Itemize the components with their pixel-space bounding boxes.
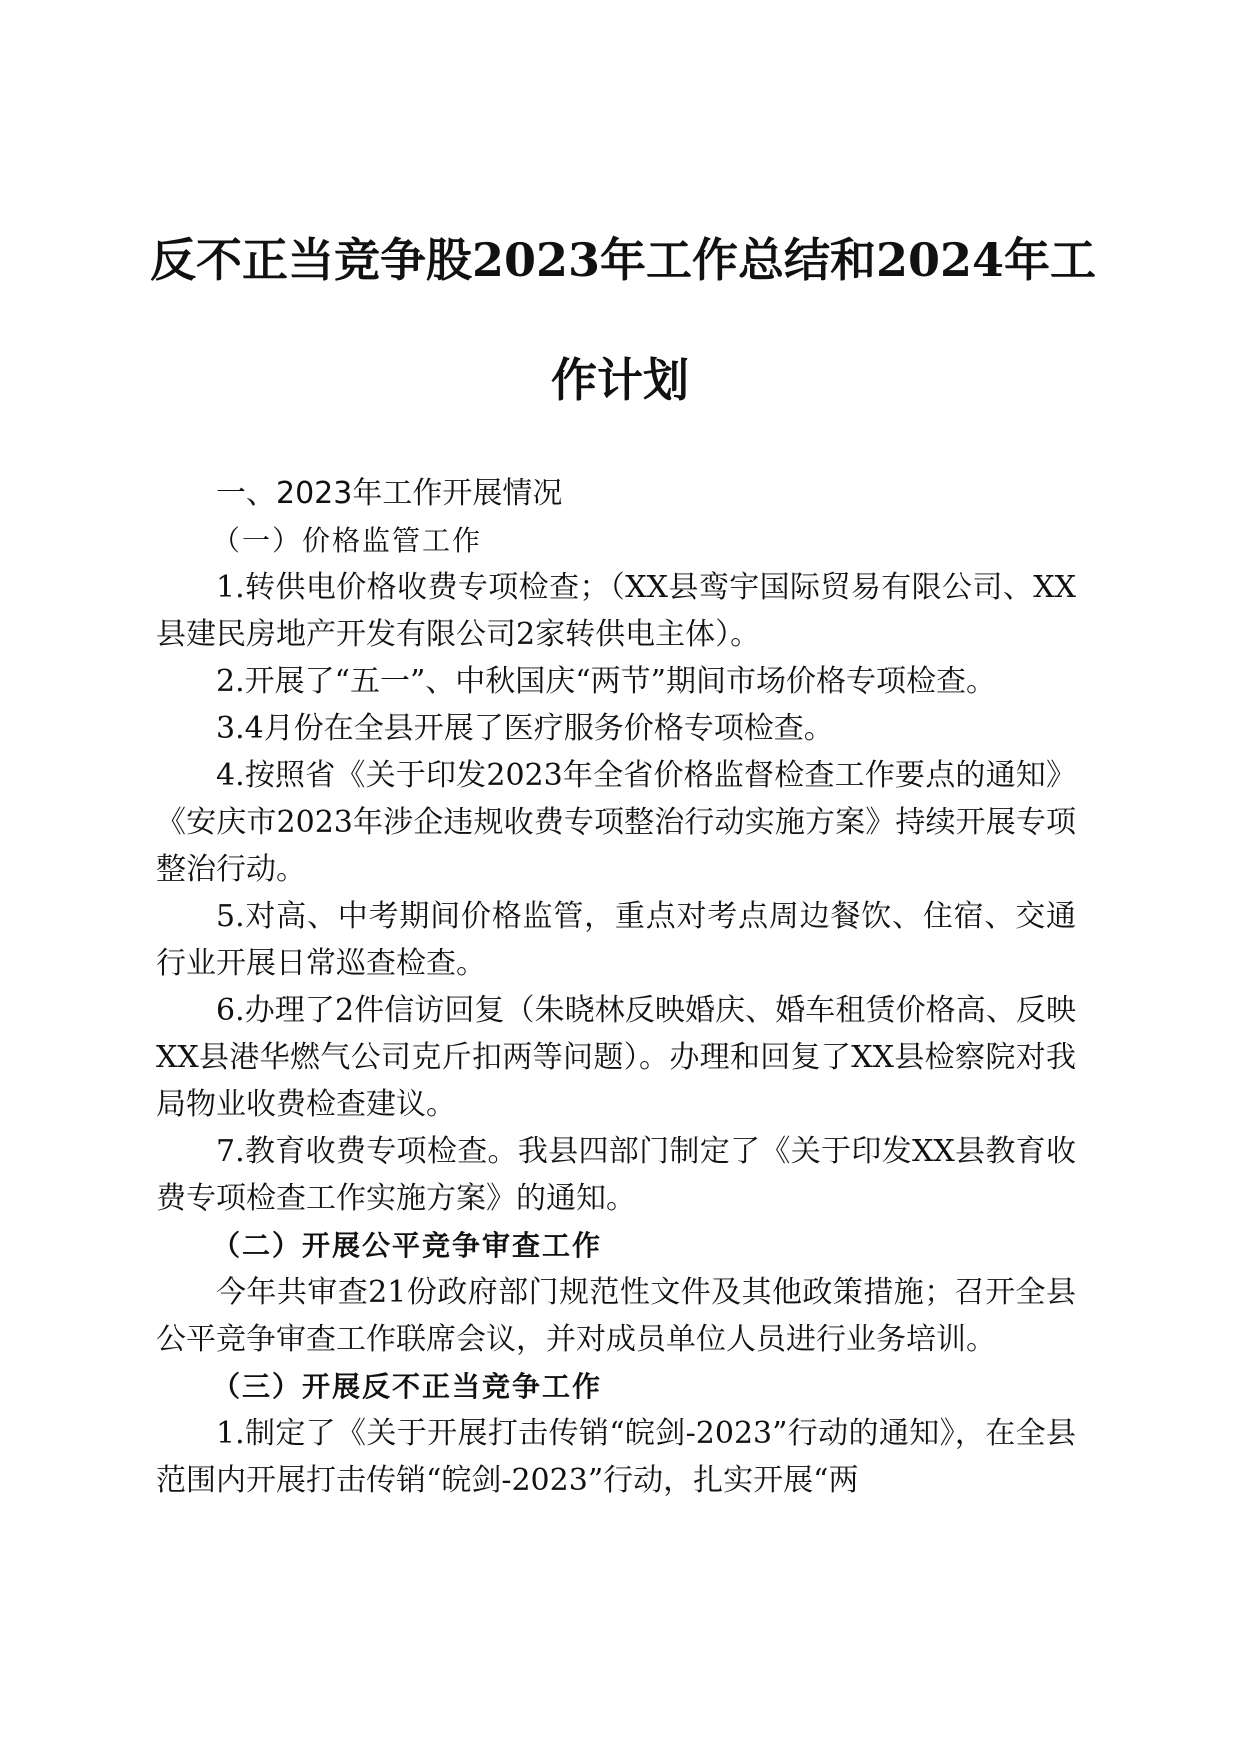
list-item: 3.4月份在全县开展了医疗服务价格专项检查。 [216, 711, 834, 746]
list-item: 1.转供电价格收费专项检查；（XX县鸾宇国际贸易有限公司、XX县建民房地产开发有限公司2家转供电主体）。 [156, 570, 1076, 652]
subsection-heading-price-supervision: （一）价格监管工作 [212, 524, 483, 557]
document-title-line-2: 作计划 [551, 353, 689, 407]
list-item: 2.开展了“五一”、中秋国庆“两节”期间市场价格专项检查。 [216, 664, 996, 699]
list-item: 7.教育收费专项检查。我县四部门制定了《关于印发XX县教育收费专项检查工作实施方案》的通知。 [156, 1134, 1076, 1216]
document-body [156, 470, 1076, 1504]
section-heading-2023-work: 一、2023年工作开展情况 [216, 476, 563, 511]
document-title-line-1: 反不正当竞争股2023年工作总结和2024年工 [150, 233, 1097, 287]
list-item: 5.对高、中考期间价格监管，重点对考点周边餐饮、住宿、交通行业开展日常巡查检查。 [156, 899, 1076, 981]
list-item: 4.按照省《关于印发2023年全省价格监督检查工作要点的通知》《安庆市2023年涉企违规收费专项整治行动实施方案》持续开展专项整治行动。 [156, 758, 1076, 887]
paragraph: 今年共审查21份政府部门规范性文件及其他政策措施；召开全县公平竞争审查工作联席会议，并对成员单位人员进行业务培训。 [156, 1275, 1076, 1357]
subsection-heading-fair-competition: （二）开展公平竞争审查工作 [212, 1229, 603, 1262]
subsection-heading-anti-unfair-competition: （三）开展反不正当竞争工作 [212, 1370, 603, 1403]
list-item: 6.办理了2件信访回复（朱晓林反映婚庆、婚车租赁价格高、反映XX县港华燃气公司克斤扣两等问题）。办理和回复了XX县检察院对我局物业收费检查建议。 [156, 993, 1076, 1122]
paragraph: 1.制定了《关于开展打击传销“皖剑-2023”行动的通知》，在全县范围内开展打击传销“皖剑-2023”行动，扎实开展“两 [156, 1416, 1076, 1498]
